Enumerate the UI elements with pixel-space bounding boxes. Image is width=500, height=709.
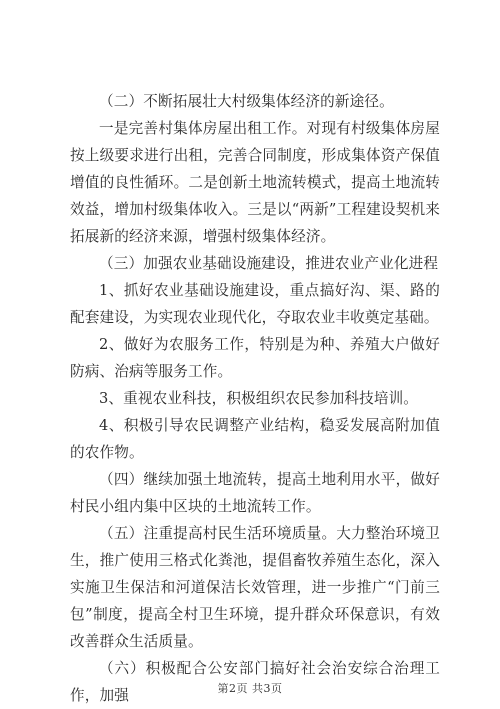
section-heading-5: （五）注重提高村民生活环境质量。大力整治环境卫生，推广使用三格式化粪池，提倡畜牧养殖生态化，深入实施卫生保洁和河道保洁长效管理，进一步推广“门前三包”制度，提高全村卫生环境，提升群众环保意识，有效改善群众生活质量。 bbox=[70, 525, 440, 650]
section-heading-4: （四）继续加强土地流转，提高土地利用水平，做好村民小组内集中区块的土地流转工作。 bbox=[70, 471, 440, 515]
list-item-2: 2、做好为农服务工作，特别是为种、养殖大户做好防病、治病等服务工作。 bbox=[70, 336, 440, 380]
section-heading-2: （二）不断拓展壮大村级集体经济的新途径。 bbox=[99, 93, 394, 110]
body-paragraph: 一是完善村集体房屋出租工作。对现有村级集体房屋按上级要求进行出租，完善合同制度，形成集体资产保值增值的良性循环。二是创新土地流转模式，提高土地流转效益，增加村级集体收入。三是以“两新”工程建设契机来拓展新的经济来源，增强村级集体经济。 bbox=[70, 120, 440, 245]
page-number-footer: 第2页 共3页 bbox=[217, 682, 283, 695]
section-heading-3: （三）加强农业基础设施建设，推进农业产业化进程 bbox=[99, 255, 439, 272]
list-item-1: 1、抓好农业基础设施建设，重点搞好沟、渠、路的配套建设，为实现农业现代化，夺取农业丰收奠定基础。 bbox=[70, 282, 440, 326]
document-body bbox=[70, 88, 440, 709]
section-heading-6: （六）积极配合公安部门搞好社会治安综合治理工作，加强 bbox=[70, 660, 440, 704]
list-item-4: 4、积极引导农民调整产业结构，稳妥发展高附加值的农作物。 bbox=[70, 417, 440, 461]
list-item-3: 3、重视农业科技，积极组织农民参加科技培训。 bbox=[99, 390, 419, 407]
